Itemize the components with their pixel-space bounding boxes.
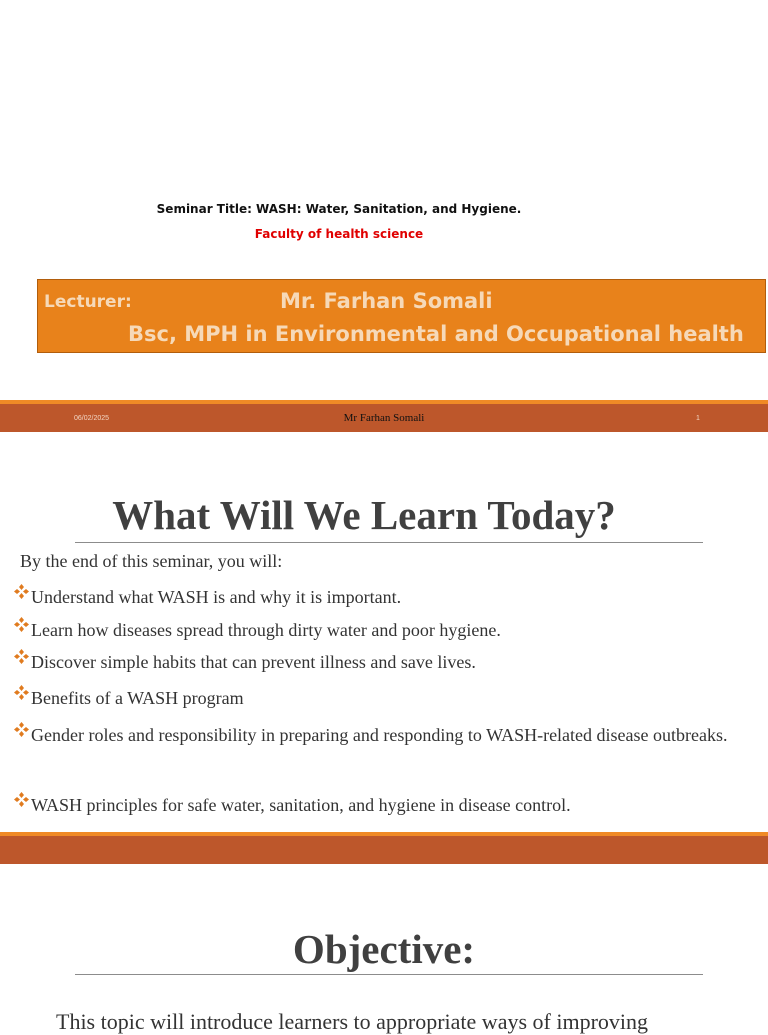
title-underline bbox=[75, 542, 703, 543]
title-underline bbox=[75, 974, 703, 975]
footer-author: Mr Farhan Somali bbox=[343, 412, 425, 424]
footer-bar bbox=[0, 836, 768, 864]
list-item-text: WASH principles for safe water, sanitation, and hygiene in disease control. bbox=[31, 795, 571, 815]
four-diamond-bullet-icon bbox=[14, 685, 29, 700]
seminar-title: Seminar Title: WASH: Water, Sanitation, and Hygiene. bbox=[156, 202, 522, 216]
list-item bbox=[14, 718, 760, 752]
list-item-text: Benefits of a WASH program bbox=[31, 688, 244, 708]
four-diamond-bullet-icon bbox=[14, 722, 29, 737]
list-item bbox=[14, 613, 760, 647]
list-item-text: Learn how diseases spread through dirty water and poor hygiene. bbox=[31, 620, 501, 640]
footer-page-number: 1 bbox=[696, 415, 700, 422]
list-item bbox=[14, 580, 760, 614]
list-item-text: Discover simple habits that can prevent illness and save lives. bbox=[31, 652, 476, 672]
four-diamond-bullet-icon bbox=[14, 584, 29, 599]
list-item-text: Understand what WASH is and why it is important. bbox=[31, 587, 402, 607]
lecturer-label: Lecturer: bbox=[44, 292, 132, 312]
four-diamond-bullet-icon bbox=[14, 617, 29, 632]
learn-title: What Will We Learn Today? bbox=[112, 492, 616, 538]
lecturer-name: Mr. Farhan Somali bbox=[280, 289, 493, 313]
list-item-text: Gender roles and responsibility in preparing and responding to WASH-related disease outbreaks. bbox=[31, 725, 728, 745]
four-diamond-bullet-icon bbox=[14, 649, 29, 664]
footer-date: 06/02/2025 bbox=[74, 415, 110, 422]
objective-text: This topic will introduce learners to appropriate ways of improving bbox=[56, 1009, 649, 1034]
list-item bbox=[14, 645, 760, 679]
faculty-name: Faculty of health science bbox=[254, 227, 424, 241]
intro-text: By the end of this seminar, you will: bbox=[20, 551, 283, 571]
four-diamond-bullet-icon bbox=[14, 792, 29, 807]
list-item bbox=[14, 788, 760, 822]
list-item bbox=[14, 681, 760, 715]
lecturer-banner bbox=[37, 279, 766, 353]
objective-title: Objective: bbox=[292, 926, 476, 972]
lecturer-degree: Bsc, MPH in Environmental and Occupational health bbox=[128, 322, 744, 346]
